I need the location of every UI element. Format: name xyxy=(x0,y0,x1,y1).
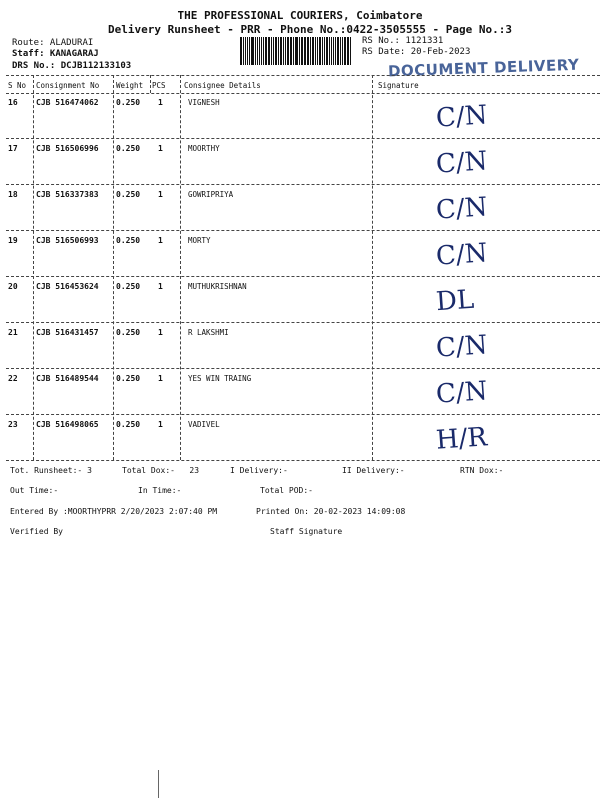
row-signature: H/R xyxy=(435,422,488,456)
barcode-bar xyxy=(295,37,298,65)
row-weight: 0.250 xyxy=(116,98,141,107)
barcode-bar xyxy=(305,37,306,65)
barcode-bar xyxy=(259,37,261,65)
row-divider xyxy=(6,138,600,139)
row-consignee: MUTHUKRISHNAN xyxy=(188,282,247,291)
barcode-bar xyxy=(287,37,289,65)
row-pcs: 1 xyxy=(158,420,163,429)
row-pcs: 1 xyxy=(158,236,163,245)
printed-on: Printed On: 20-02-2023 14:09:08 xyxy=(256,507,406,516)
barcode-bar xyxy=(249,37,250,65)
barcode-bar xyxy=(331,37,332,65)
barcode-bar xyxy=(275,37,278,65)
document-title: THE PROFESSIONAL COURIERS, Coimbatore xyxy=(177,9,423,22)
row-consignment-no: CJB 516431457 xyxy=(36,328,99,337)
scan-mark xyxy=(158,770,159,798)
verified-by: Verified By xyxy=(10,527,63,536)
row-weight: 0.250 xyxy=(116,374,141,383)
barcode-bar xyxy=(342,37,343,65)
barcode-bar xyxy=(344,37,346,65)
ii-delivery: II Delivery:- xyxy=(342,466,405,475)
col-divider xyxy=(113,75,114,460)
total-runsheet: Tot. Runsheet:- 3 xyxy=(10,466,92,475)
rs-number: RS No.: 1121331 xyxy=(362,36,444,46)
barcode-bar xyxy=(280,37,282,65)
barcode-bar xyxy=(350,37,351,65)
row-consignee: MORTY xyxy=(188,236,211,245)
document-subtitle: Delivery Runsheet - PRR - Phone No.:0422-3505555 - Page No.:3 xyxy=(108,23,512,36)
barcode-bar xyxy=(245,37,246,65)
row-weight: 0.250 xyxy=(116,328,141,337)
barcode-bar xyxy=(265,37,267,65)
row-weight: 0.250 xyxy=(116,236,141,245)
row-consignment-no: CJB 516506993 xyxy=(36,236,99,245)
total-pod: Total POD:- xyxy=(260,486,313,495)
barcode-bar xyxy=(283,37,284,65)
entered-by: Entered By :MOORTHYPRR 2/20/2023 2:07:40 PM xyxy=(10,507,218,516)
barcode-bar xyxy=(304,37,305,65)
barcode-bar xyxy=(347,37,350,65)
barcode-bar xyxy=(251,37,254,65)
row-pcs: 1 xyxy=(158,190,163,199)
row-pcs: 1 xyxy=(158,282,163,291)
row-pcs: 1 xyxy=(158,98,163,107)
barcode-bar xyxy=(268,37,270,65)
row-signature: C/N xyxy=(435,100,489,134)
col-divider xyxy=(150,75,151,93)
drs-label: DRS No.: DCJB112133103 xyxy=(12,61,132,71)
barcode-bar xyxy=(291,37,292,65)
row-divider xyxy=(6,230,600,231)
col-weight-header: Weight xyxy=(116,81,144,90)
barcode-bar xyxy=(271,37,272,65)
barcode-bar xyxy=(273,37,274,65)
barcode-bar xyxy=(255,37,256,65)
staff-label: Staff: KANAGARAJ xyxy=(12,49,99,59)
row-consignee: YES WIN TRAING xyxy=(188,374,252,383)
barcode-bar xyxy=(340,37,341,65)
barcode-bar xyxy=(324,37,325,65)
row-weight: 0.250 xyxy=(116,190,141,199)
barcode-bar xyxy=(278,37,279,65)
table-header-border xyxy=(6,93,600,94)
col-divider xyxy=(372,75,373,460)
barcode-bar xyxy=(261,37,262,65)
row-pcs: 1 xyxy=(158,144,163,153)
row-consignee: VADIVEL xyxy=(188,420,220,429)
row-sno: 22 xyxy=(8,374,18,383)
col-signature-header: Signature xyxy=(378,81,419,90)
col-consignee-header: Consignee Details xyxy=(184,81,261,90)
col-pcs-header: PCS xyxy=(152,81,166,90)
row-divider xyxy=(6,414,600,415)
table-bottom-border xyxy=(6,460,600,461)
barcode-bar xyxy=(329,37,330,65)
barcode-bar xyxy=(333,37,335,65)
row-consignment-no: CJB 516453624 xyxy=(36,282,99,291)
i-delivery: I Delivery:- xyxy=(230,466,288,475)
barcode-bar xyxy=(243,37,244,65)
barcode-bar xyxy=(247,37,249,65)
row-consignee: MOORTHY xyxy=(188,144,220,153)
barcode-bar xyxy=(315,37,316,65)
barcode-bar xyxy=(326,37,328,65)
row-pcs: 1 xyxy=(158,374,163,383)
barcode-bar xyxy=(299,37,300,65)
row-sno: 21 xyxy=(8,328,18,337)
row-consignee: GOWRIPRIYA xyxy=(188,190,234,199)
row-signature: C/N xyxy=(435,146,489,180)
barcode-bar xyxy=(301,37,303,65)
rs-date: RS Date: 20-Feb-2023 xyxy=(362,47,471,57)
barcode-bar xyxy=(335,37,336,65)
barcode-bar xyxy=(290,37,291,65)
barcode xyxy=(240,37,352,65)
table-top-border xyxy=(6,75,600,76)
barcode-bar xyxy=(310,37,311,65)
row-pcs: 1 xyxy=(158,328,163,337)
row-weight: 0.250 xyxy=(116,144,141,153)
barcode-bar xyxy=(285,37,286,65)
row-consignment-no: CJB 516489544 xyxy=(36,374,99,383)
route-label: Route: ALADURAI xyxy=(12,38,94,48)
barcode-bar xyxy=(307,37,309,65)
row-consignment-no: CJB 516498065 xyxy=(36,420,99,429)
row-signature: C/N xyxy=(435,192,489,226)
row-sno: 23 xyxy=(8,420,18,429)
barcode-bar xyxy=(317,37,318,65)
row-divider xyxy=(6,184,600,185)
row-signature: C/N xyxy=(435,238,489,272)
row-consignment-no: CJB 516506996 xyxy=(36,144,99,153)
barcode-bar xyxy=(312,37,314,65)
row-divider xyxy=(6,322,600,323)
barcode-bar xyxy=(293,37,294,65)
barcode-bar xyxy=(240,37,242,65)
col-consignment-header: Consignment No xyxy=(36,81,100,90)
col-sno-header: S No xyxy=(8,81,27,90)
row-divider xyxy=(6,368,600,369)
row-sno: 18 xyxy=(8,190,18,199)
row-consignment-no: CJB 516474062 xyxy=(36,98,99,107)
document-delivery-stamp: DOCUMENT DELIVERY xyxy=(387,55,580,81)
row-sno: 16 xyxy=(8,98,18,107)
row-divider xyxy=(6,276,600,277)
barcode-bar xyxy=(257,37,258,65)
row-sno: 20 xyxy=(8,282,18,291)
row-signature: C/N xyxy=(435,330,489,364)
total-dox: Total Dox:- 23 xyxy=(122,466,200,475)
row-consignment-no: CJB 516337383 xyxy=(36,190,99,199)
row-weight: 0.250 xyxy=(116,282,141,291)
staff-signature-label: Staff Signature xyxy=(270,527,343,536)
out-time: Out Time:- xyxy=(10,486,59,495)
row-signature: C/N xyxy=(435,376,489,410)
row-consignee: VIGNESH xyxy=(188,98,220,107)
row-sno: 17 xyxy=(8,144,18,153)
col-divider xyxy=(180,75,181,460)
barcode-bar xyxy=(337,37,339,65)
col-divider xyxy=(33,75,34,460)
rtn-dox: RTN Dox:- xyxy=(460,466,504,475)
row-weight: 0.250 xyxy=(116,420,141,429)
row-consignee: R LAKSHMI xyxy=(188,328,229,337)
row-signature: DL xyxy=(435,284,476,318)
row-sno: 19 xyxy=(8,236,18,245)
in-time: In Time:- xyxy=(138,486,182,495)
barcode-bar xyxy=(319,37,322,65)
barcode-bar xyxy=(263,37,264,65)
barcode-bar xyxy=(322,37,323,65)
